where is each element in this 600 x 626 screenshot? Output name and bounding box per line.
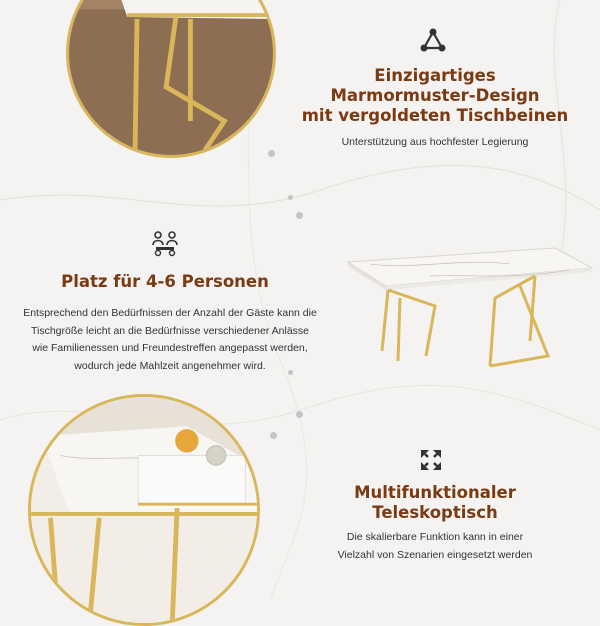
feature-text-telescopic: Die skalierbare Funktion kann in einer Vielzahl von Szenarien eingesetzt werden [337,531,533,561]
connector-dot [296,212,303,219]
feature-title-marble-design: Einzigartiges Marmormuster-Design mit vergoldeten Tischbeinen [301,66,569,125]
feature-text-seating: Entsprechend den Bedürfnissen der Anzahl der Gäste kann die Tischgröße leicht an die Bedürfnisse verschiedener Anlässe wie Familienessen und Freundestreffen angepasst werden, wodurch jede Mahlzeit angenehmer wird. [23,307,317,372]
feature-title-telescopic: Multifunktionaler Teleskoptisch [354,483,516,522]
expand-arrows-icon [418,447,444,473]
feature-text-marble-design: Unterstützung aus hochfester Legierung [341,136,529,148]
connector-dot [270,432,277,439]
triangle-nodes-icon [419,27,447,53]
connector-dot [288,195,293,200]
telescopic-table-closeup-photo [28,394,260,626]
feature-title-seating: Platz für 4-6 Personen [61,272,269,291]
dining-table-product-image [340,246,595,376]
connector-dot [288,370,293,375]
connector-dot [268,150,275,157]
connector-dot [296,411,303,418]
people-group-icon [150,230,180,258]
